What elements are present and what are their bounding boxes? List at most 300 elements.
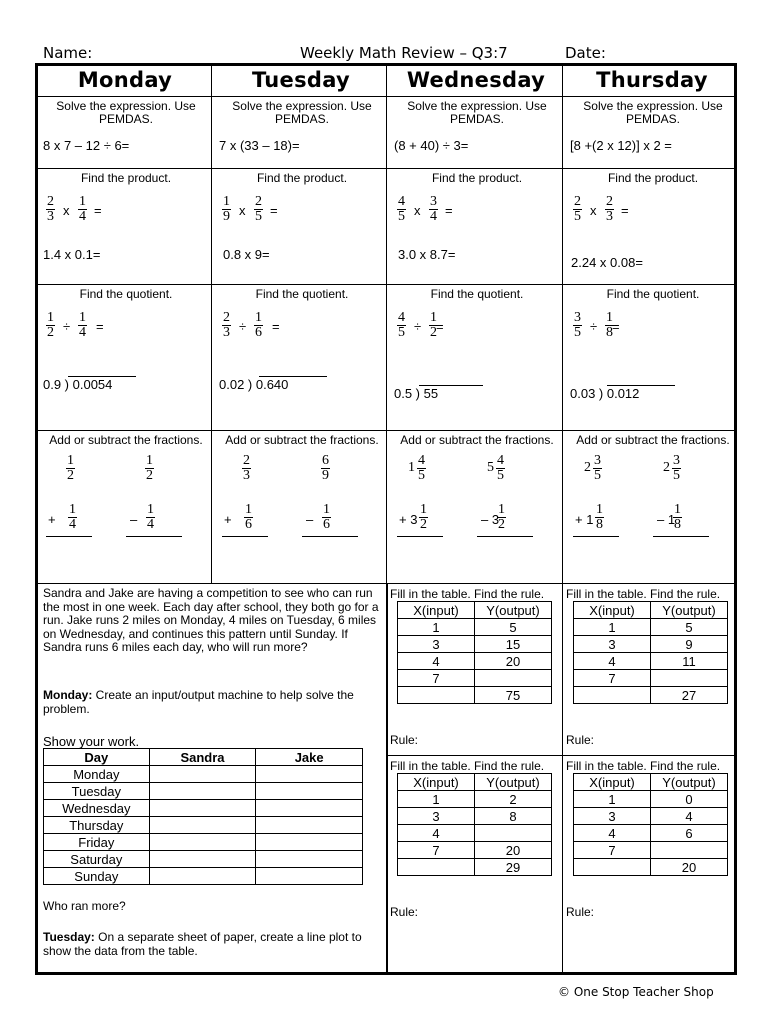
table-row bbox=[574, 670, 728, 687]
denominator: 3 bbox=[223, 325, 230, 340]
table-cell: 5 bbox=[475, 619, 552, 636]
table-row bbox=[574, 687, 728, 704]
fraction bbox=[419, 503, 428, 532]
numerator: 1 bbox=[79, 194, 86, 209]
numerator: 1 bbox=[79, 310, 86, 325]
story-text: Sandra and Jake are having a competition to see who can run the most in one week. Each day after school, they both go for a run. Jake runs 2 miles on Monday, 4 miles on Tuesday, 6 miles on Wednesday, and continues this pattern until Sunday. If Sandra runs 6 miles each day, who will run more? bbox=[43, 586, 379, 654]
table-row bbox=[574, 808, 728, 825]
table-cell bbox=[574, 687, 651, 704]
operator: = bbox=[445, 203, 453, 218]
column-header: Sandra bbox=[149, 749, 256, 766]
numerator: 1 bbox=[674, 502, 681, 517]
table-cell: 27 bbox=[651, 687, 728, 704]
table-cell bbox=[149, 851, 256, 868]
table-cell bbox=[149, 800, 256, 817]
table-row bbox=[574, 842, 728, 859]
io-table bbox=[397, 773, 552, 876]
operator: = bbox=[436, 319, 444, 334]
table-cell: Sunday bbox=[44, 868, 150, 885]
instruction-text: Find the product. bbox=[607, 171, 699, 185]
table-cell: 75 bbox=[475, 687, 552, 704]
answer-line bbox=[397, 536, 443, 537]
io-table bbox=[573, 773, 728, 876]
denominator: 5 bbox=[673, 468, 680, 483]
operator: = bbox=[270, 203, 278, 218]
page-title: Weekly Math Review – Q3:7 bbox=[300, 44, 508, 62]
table-cell: 20 bbox=[651, 859, 728, 876]
instruction-text: Solve the expression. Use PEMDAS. bbox=[232, 99, 372, 126]
fraction bbox=[595, 503, 604, 532]
long-division-bar bbox=[607, 385, 675, 386]
table-cell: 7 bbox=[574, 842, 651, 859]
instruction-text: Fill in the table. Find the rule. bbox=[390, 587, 545, 601]
operator: = bbox=[94, 203, 102, 218]
fraction bbox=[673, 503, 682, 532]
fraction bbox=[593, 454, 602, 483]
decimal-product-text: 1.4 x 0.1= bbox=[43, 247, 101, 262]
instruction-text: Add or subtract the fractions. bbox=[49, 433, 203, 447]
rule-label: Rule: bbox=[390, 905, 419, 919]
monday-label: Monday: bbox=[43, 688, 93, 702]
table-cell bbox=[256, 834, 363, 851]
table-cell: Tuesday bbox=[44, 783, 150, 800]
expression-text: 8 x 7 – 12 ÷ 6= bbox=[43, 138, 130, 153]
denominator: 9 bbox=[322, 468, 329, 483]
table-cell bbox=[149, 834, 256, 851]
denominator: 2 bbox=[146, 468, 153, 483]
table-row bbox=[44, 868, 363, 885]
fraction bbox=[321, 454, 330, 483]
table-cell bbox=[574, 859, 651, 876]
denominator: 5 bbox=[574, 209, 581, 224]
table-cell: 20 bbox=[475, 842, 552, 859]
fraction bbox=[497, 503, 506, 532]
numerator: 1 bbox=[47, 310, 54, 325]
io-table bbox=[573, 601, 728, 704]
instruction-text: Find the quotient. bbox=[79, 287, 173, 301]
table-cell bbox=[149, 817, 256, 834]
instruction-text: Find the quotient. bbox=[606, 287, 700, 301]
numerator: 1 bbox=[430, 310, 437, 325]
fraction bbox=[397, 311, 406, 340]
table-cell: 1 bbox=[574, 791, 651, 808]
table-cell: 3 bbox=[574, 808, 651, 825]
numerator: 1 bbox=[69, 502, 76, 517]
table-cell bbox=[256, 783, 363, 800]
denominator: 4 bbox=[147, 517, 154, 532]
numerator: 1 bbox=[146, 453, 153, 468]
long-division-text: 0.5 ) 55 bbox=[394, 386, 439, 401]
numerator: 1 bbox=[255, 310, 262, 325]
operator: ÷ bbox=[63, 319, 71, 334]
column-header: Day bbox=[44, 749, 150, 766]
fraction bbox=[146, 503, 155, 532]
numerator: 1 bbox=[223, 194, 230, 209]
denominator: 2 bbox=[67, 468, 74, 483]
column-divider bbox=[562, 66, 563, 972]
decimal-product-text: 2.24 x 0.08= bbox=[571, 255, 643, 270]
fraction bbox=[672, 454, 681, 483]
instruction-text: Find the quotient. bbox=[430, 287, 524, 301]
numerator: 1 bbox=[596, 502, 603, 517]
column-header: Jake bbox=[256, 749, 363, 766]
table-cell: 5 bbox=[651, 619, 728, 636]
operator: = bbox=[612, 319, 620, 334]
row-divider bbox=[38, 583, 735, 584]
day-heading: Monday bbox=[77, 68, 173, 92]
table-cell bbox=[256, 800, 363, 817]
fraction bbox=[145, 454, 154, 483]
column-header: X(input) bbox=[398, 602, 475, 619]
table-row bbox=[574, 825, 728, 842]
fraction-whole: 2 bbox=[663, 460, 670, 475]
instruction-text: Add or subtract the fractions. bbox=[225, 433, 379, 447]
instruction-text: Find the product. bbox=[431, 171, 523, 185]
numerator: 1 bbox=[245, 502, 252, 517]
table-row bbox=[574, 619, 728, 636]
fraction bbox=[429, 195, 438, 224]
instruction-text: Fill in the table. Find the rule. bbox=[566, 759, 721, 773]
day-heading: Thursday bbox=[596, 68, 708, 92]
table-row bbox=[398, 670, 552, 687]
table-cell bbox=[149, 783, 256, 800]
denominator: 8 bbox=[606, 325, 613, 340]
table-row bbox=[398, 653, 552, 670]
column-header: Y(output) bbox=[475, 602, 552, 619]
table-row bbox=[398, 791, 552, 808]
instruction-text: Solve the expression. Use PEMDAS. bbox=[407, 99, 547, 126]
fraction bbox=[68, 503, 77, 532]
fraction bbox=[244, 503, 253, 532]
table-cell bbox=[256, 868, 363, 885]
table-row bbox=[574, 791, 728, 808]
table-cell: Thursday bbox=[44, 817, 150, 834]
table-cell: 29 bbox=[475, 859, 552, 876]
numerator: 3 bbox=[430, 194, 437, 209]
denominator: 6 bbox=[323, 517, 330, 532]
operator: – bbox=[130, 512, 138, 527]
fraction bbox=[573, 311, 582, 340]
operator: – 3 bbox=[481, 512, 500, 527]
table-cell: Wednesday bbox=[44, 800, 150, 817]
fraction bbox=[46, 311, 55, 340]
denominator: 5 bbox=[574, 325, 581, 340]
table-cell: 11 bbox=[651, 653, 728, 670]
long-division-bar bbox=[68, 376, 136, 377]
table-row bbox=[574, 653, 728, 670]
row-divider bbox=[388, 755, 735, 756]
instruction-text: Add or subtract the fractions. bbox=[576, 433, 730, 447]
operator: – 1 bbox=[657, 512, 676, 527]
denominator: 6 bbox=[255, 325, 262, 340]
instruction-text: Fill in the table. Find the rule. bbox=[566, 587, 721, 601]
table-cell bbox=[651, 842, 728, 859]
decimal-product-text: 3.0 x 8.7= bbox=[398, 247, 456, 262]
decimal-product-text: 0.8 x 9= bbox=[223, 247, 270, 262]
column-divider bbox=[211, 66, 212, 67]
expression-text: 7 x (33 – 18)= bbox=[219, 138, 300, 153]
table-cell: 15 bbox=[475, 636, 552, 653]
show-work-label: Show your work. bbox=[43, 734, 140, 749]
row-divider bbox=[38, 168, 735, 169]
long-division-bar bbox=[259, 376, 327, 377]
table-cell: 20 bbox=[475, 653, 552, 670]
table-cell bbox=[256, 851, 363, 868]
operator: ÷ bbox=[590, 319, 598, 334]
footer-copyright: © One Stop Teacher Shop bbox=[558, 985, 714, 999]
operator: + bbox=[48, 512, 56, 527]
long-division-bar bbox=[419, 385, 483, 386]
work-table bbox=[43, 748, 363, 885]
table-cell: 0 bbox=[651, 791, 728, 808]
table-cell bbox=[256, 817, 363, 834]
io-table bbox=[397, 601, 552, 704]
numerator: 2 bbox=[255, 194, 262, 209]
numerator: 3 bbox=[673, 453, 680, 468]
expression-text: (8 + 40) ÷ 3= bbox=[394, 138, 469, 153]
table-row bbox=[398, 687, 552, 704]
tuesday-label: Tuesday: bbox=[43, 930, 95, 944]
row-divider bbox=[38, 96, 735, 97]
table-cell: 3 bbox=[398, 636, 475, 653]
denominator: 8 bbox=[596, 517, 603, 532]
fraction bbox=[222, 195, 231, 224]
column-header: X(input) bbox=[574, 774, 651, 791]
worksheet-frame bbox=[35, 63, 737, 975]
table-cell: 7 bbox=[574, 670, 651, 687]
denominator: 5 bbox=[255, 209, 262, 224]
denominator: 5 bbox=[497, 468, 504, 483]
numerator: 4 bbox=[398, 310, 405, 325]
table-cell: 1 bbox=[398, 791, 475, 808]
denominator: 5 bbox=[594, 468, 601, 483]
numerator: 3 bbox=[574, 310, 581, 325]
table-cell: 2 bbox=[475, 791, 552, 808]
column-header: X(input) bbox=[398, 774, 475, 791]
table-row bbox=[398, 825, 552, 842]
column-divider bbox=[387, 583, 388, 972]
column-header: Y(output) bbox=[651, 774, 728, 791]
table-cell: 4 bbox=[574, 825, 651, 842]
denominator: 2 bbox=[498, 517, 505, 532]
denominator: 3 bbox=[606, 209, 613, 224]
operator: ÷ bbox=[239, 319, 247, 334]
instruction-text: Find the product. bbox=[80, 171, 172, 185]
column-header: X(input) bbox=[574, 602, 651, 619]
table-row bbox=[398, 859, 552, 876]
denominator: 4 bbox=[430, 209, 437, 224]
table-cell bbox=[475, 670, 552, 687]
table-cell: 7 bbox=[398, 842, 475, 859]
table-row bbox=[398, 842, 552, 859]
instruction-text: Fill in the table. Find the rule. bbox=[390, 759, 545, 773]
answer-line bbox=[477, 536, 533, 537]
operator: x bbox=[590, 203, 597, 218]
fraction bbox=[254, 311, 263, 340]
table-row bbox=[44, 834, 363, 851]
numerator: 1 bbox=[147, 502, 154, 517]
denominator: 3 bbox=[47, 209, 54, 224]
fraction-whole: 5 bbox=[487, 460, 494, 475]
row-divider bbox=[38, 430, 735, 431]
denominator: 4 bbox=[69, 517, 76, 532]
table-cell bbox=[398, 859, 475, 876]
fraction bbox=[605, 195, 614, 224]
numerator: 4 bbox=[418, 453, 425, 468]
table-cell: 8 bbox=[475, 808, 552, 825]
denominator: 4 bbox=[79, 209, 86, 224]
fraction-whole: 2 bbox=[584, 460, 591, 475]
fraction bbox=[573, 195, 582, 224]
operator: ÷ bbox=[414, 319, 422, 334]
table-cell: 9 bbox=[651, 636, 728, 653]
numerator: 4 bbox=[398, 194, 405, 209]
answer-line bbox=[573, 536, 619, 537]
table-cell: 3 bbox=[574, 636, 651, 653]
table-row bbox=[398, 619, 552, 636]
denominator: 5 bbox=[418, 468, 425, 483]
fraction bbox=[496, 454, 505, 483]
table-row bbox=[44, 800, 363, 817]
numerator: 2 bbox=[243, 453, 250, 468]
denominator: 2 bbox=[430, 325, 437, 340]
table-row bbox=[44, 817, 363, 834]
numerator: 1 bbox=[498, 502, 505, 517]
table-cell bbox=[149, 868, 256, 885]
table-cell: 6 bbox=[651, 825, 728, 842]
table-cell: 1 bbox=[574, 619, 651, 636]
operator: x bbox=[414, 203, 421, 218]
table-row bbox=[574, 636, 728, 653]
denominator: 2 bbox=[420, 517, 427, 532]
numerator: 4 bbox=[497, 453, 504, 468]
denominator: 8 bbox=[674, 517, 681, 532]
row-divider bbox=[38, 284, 735, 285]
instruction-text: Add or subtract the fractions. bbox=[400, 433, 554, 447]
table-cell bbox=[256, 766, 363, 783]
column-header: Y(output) bbox=[475, 774, 552, 791]
fraction bbox=[242, 454, 251, 483]
tuesday-task-text: Tuesday: On a separate sheet of paper, create a line plot to show the data from the table. bbox=[43, 930, 362, 958]
fraction bbox=[397, 195, 406, 224]
table-cell: Friday bbox=[44, 834, 150, 851]
answer-line bbox=[653, 536, 709, 537]
fraction bbox=[78, 311, 87, 340]
day-heading: Tuesday bbox=[251, 68, 351, 92]
denominator: 3 bbox=[243, 468, 250, 483]
operator: = bbox=[96, 319, 104, 334]
rule-label: Rule: bbox=[390, 733, 419, 747]
instruction-text: Solve the expression. Use PEMDAS. bbox=[56, 99, 196, 126]
instruction-text: Find the quotient. bbox=[255, 287, 349, 301]
numerator: 2 bbox=[47, 194, 54, 209]
table-cell bbox=[651, 670, 728, 687]
numerator: 2 bbox=[606, 194, 613, 209]
table-row bbox=[44, 783, 363, 800]
table-cell bbox=[475, 825, 552, 842]
denominator: 5 bbox=[398, 325, 405, 340]
table-cell: 4 bbox=[574, 653, 651, 670]
day-heading: Wednesday bbox=[406, 68, 546, 92]
operator: = bbox=[621, 203, 629, 218]
numerator: 1 bbox=[606, 310, 613, 325]
monday-task-text: Monday: Create an input/output machine to help solve the problem. bbox=[43, 688, 354, 716]
column-divider bbox=[211, 66, 212, 583]
fraction bbox=[254, 195, 263, 224]
long-division-text: 0.03 ) 0.012 bbox=[570, 386, 640, 401]
numerator: 2 bbox=[223, 310, 230, 325]
table-cell: 3 bbox=[398, 808, 475, 825]
table-cell: Saturday bbox=[44, 851, 150, 868]
operator: = bbox=[272, 319, 280, 334]
table-row bbox=[44, 851, 363, 868]
rule-label: Rule: bbox=[566, 733, 595, 747]
table-row bbox=[398, 636, 552, 653]
date-label: Date: bbox=[565, 44, 606, 62]
instruction-text: Find the product. bbox=[256, 171, 348, 185]
table-cell: 4 bbox=[398, 825, 475, 842]
fraction bbox=[322, 503, 331, 532]
fraction bbox=[78, 195, 87, 224]
table-cell bbox=[398, 687, 475, 704]
who-ran-more-text: Who ran more? bbox=[43, 899, 126, 913]
rule-label: Rule: bbox=[566, 905, 595, 919]
numerator: 1 bbox=[323, 502, 330, 517]
answer-line bbox=[46, 536, 92, 537]
table-cell: 7 bbox=[398, 670, 475, 687]
fraction bbox=[46, 195, 55, 224]
denominator: 6 bbox=[245, 517, 252, 532]
expression-text: [8 +(2 x 12)] x 2 = bbox=[570, 138, 672, 153]
answer-line bbox=[302, 536, 358, 537]
answer-line bbox=[222, 536, 268, 537]
numerator: 2 bbox=[574, 194, 581, 209]
table-row bbox=[574, 859, 728, 876]
numerator: 1 bbox=[420, 502, 427, 517]
denominator: 5 bbox=[398, 209, 405, 224]
fraction bbox=[66, 454, 75, 483]
table-cell: 1 bbox=[398, 619, 475, 636]
operator: + 1 bbox=[575, 512, 594, 527]
fraction bbox=[417, 454, 426, 483]
name-label: Name: bbox=[43, 44, 93, 62]
table-cell: Monday bbox=[44, 766, 150, 783]
numerator: 3 bbox=[594, 453, 601, 468]
fraction-whole: 1 bbox=[408, 460, 415, 475]
answer-line bbox=[126, 536, 182, 537]
table-row bbox=[44, 766, 363, 783]
instruction-text: Solve the expression. Use PEMDAS. bbox=[583, 99, 723, 126]
fraction bbox=[222, 311, 231, 340]
long-division-text: 0.02 ) 0.640 bbox=[219, 377, 289, 392]
denominator: 4 bbox=[79, 325, 86, 340]
denominator: 9 bbox=[223, 209, 230, 224]
numerator: 6 bbox=[322, 453, 329, 468]
operator: + 3 bbox=[399, 512, 418, 527]
numerator: 1 bbox=[67, 453, 74, 468]
operator: + bbox=[224, 512, 232, 527]
operator: – bbox=[306, 512, 314, 527]
operator: x bbox=[239, 203, 246, 218]
long-division-text: 0.9 ) 0.0054 bbox=[43, 377, 113, 392]
table-cell: 4 bbox=[398, 653, 475, 670]
denominator: 2 bbox=[47, 325, 54, 340]
column-header: Y(output) bbox=[651, 602, 728, 619]
table-cell: 4 bbox=[651, 808, 728, 825]
table-row bbox=[398, 808, 552, 825]
table-cell bbox=[149, 766, 256, 783]
operator: x bbox=[63, 203, 70, 218]
